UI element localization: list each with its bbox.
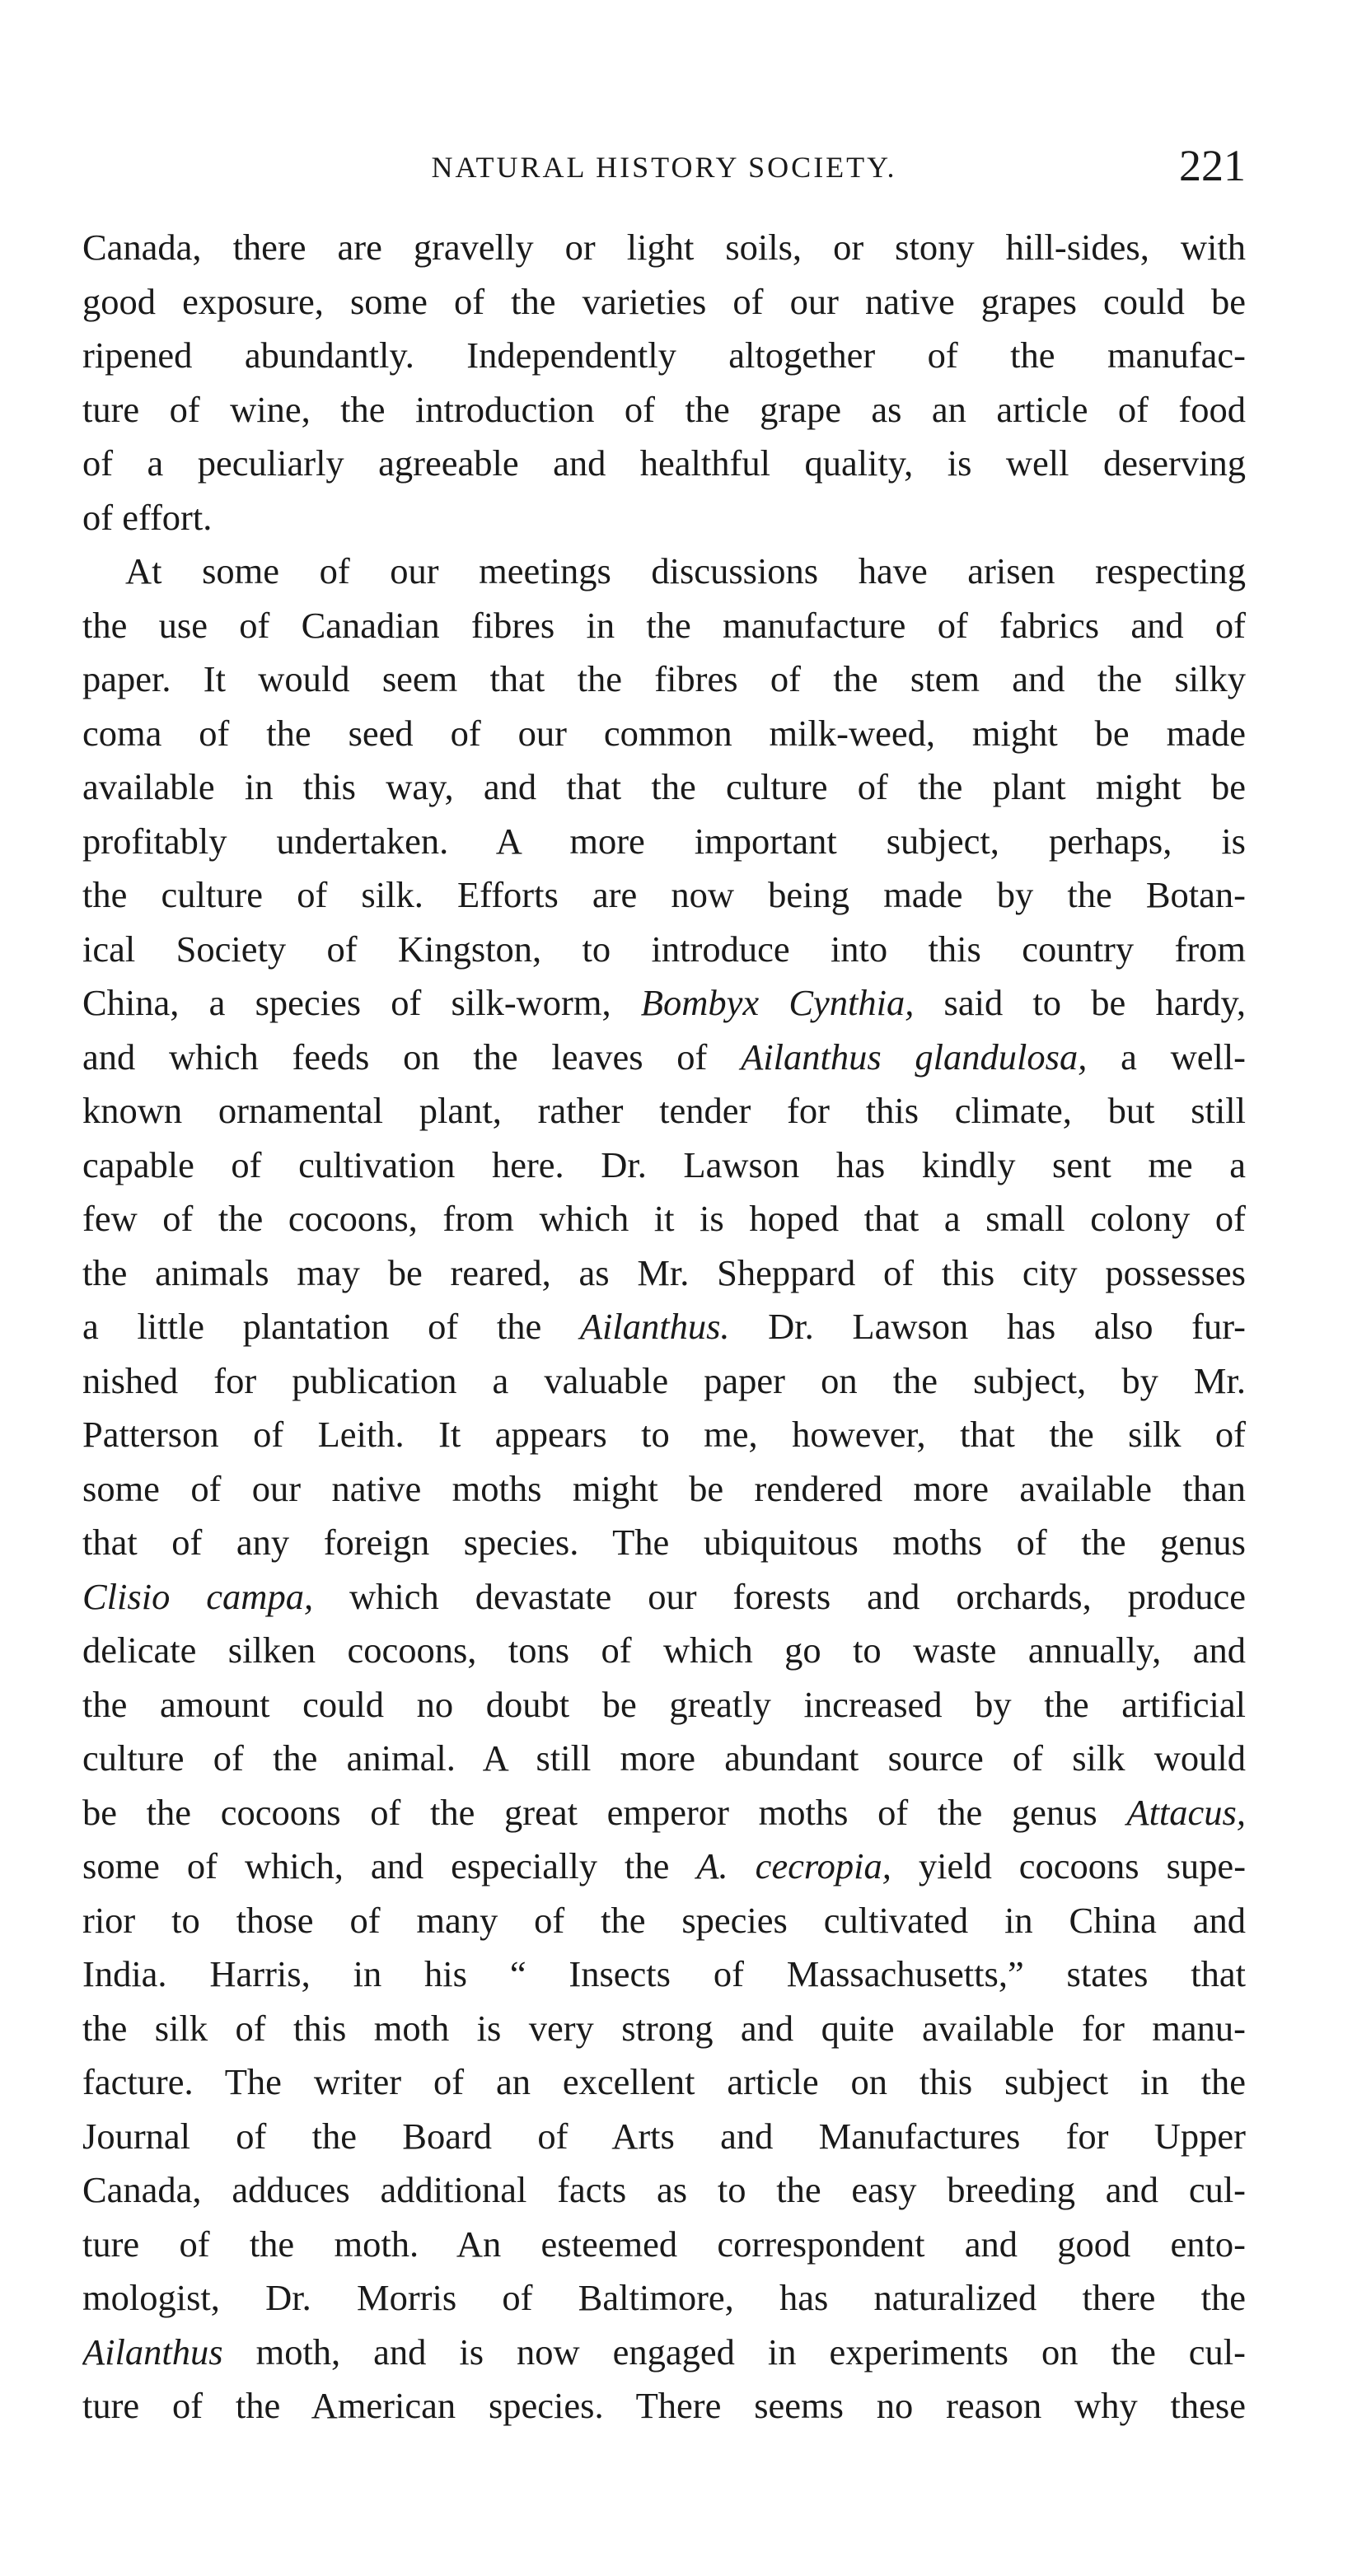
text-line	[82, 1570, 1246, 1625]
italic-species-name: Ailanthus	[82, 2331, 223, 2373]
text-run: a little plantation of the	[82, 1306, 580, 1347]
italic-species-name: Clisio campa,	[82, 1575, 314, 1617]
italic-species-name: Ailanthus.	[579, 1306, 730, 1347]
paragraph-2	[82, 545, 1246, 2433]
text-line: of effort.	[82, 496, 213, 538]
text-line: facture. The writer of an excellent article on this subject in the	[82, 2061, 1246, 2102]
paragraph-1	[82, 221, 1246, 545]
text-line: nished for publication a valuable paper on the subject, by Mr.	[82, 1359, 1246, 1401]
text-line: few of the cocoons, from which it is hoped that a small colony of	[82, 1198, 1246, 1239]
text-run: China, a species of silk-worm,	[82, 982, 641, 1023]
italic-species-name: A. cecropia,	[696, 1845, 891, 1886]
text-line: paper. It would seem that the fibres of the stem and the silky	[82, 658, 1246, 699]
text-line	[82, 1031, 1246, 1085]
text-line: Canada, there are gravelly or light soils, or stony hill-sides, with	[82, 227, 1246, 268]
text-line: Journal of the Board of Arts and Manufactures for Upper	[82, 2115, 1246, 2157]
body-text	[82, 221, 1246, 2433]
text-line: available in this way, and that the culture of the plant might be	[82, 766, 1246, 807]
text-line: profitably undertaken. A more important subject, perhaps, is	[82, 820, 1246, 862]
text-line: rior to those of many of the species cultivated in China and	[82, 1899, 1246, 1941]
text-run: yield cocoons supe-	[891, 1845, 1246, 1886]
text-line: good exposure, some of the varieties of our native grapes could be	[82, 280, 1246, 322]
text-line	[82, 1300, 1246, 1354]
text-line: mologist, Dr. Morris of Baltimore, has naturalized there the	[82, 2277, 1246, 2318]
text-line: that of any foreign species. The ubiquitous moths of the genus	[82, 1522, 1246, 1563]
text-line: Patterson of Leith. It appears to me, however, that the silk of	[82, 1414, 1246, 1455]
text-line: ture of wine, the introduction of the grape as an article of food	[82, 388, 1246, 430]
text-line: of a peculiarly agreeable and healthful quality, is well deserving	[82, 442, 1246, 484]
text-run: said to be hardy,	[914, 982, 1246, 1023]
text-run: Dr. Lawson has also fur-	[729, 1306, 1246, 1347]
text-line: Canada, adduces additional facts as to the easy breeding and cul-	[82, 2169, 1246, 2210]
text-line: ture of the American species. There seems no reason why these	[82, 2385, 1246, 2426]
text-line: capable of cultivation here. Dr. Lawson has kindly sent me a	[82, 1143, 1246, 1185]
text-run: be the cocoons of the great emperor moths of the genus	[82, 1791, 1127, 1833]
italic-species-name: Ailanthus glandulosa,	[741, 1036, 1088, 1078]
text-line: the use of Canadian fibres in the manufacture of fabrics and of	[82, 604, 1246, 646]
text-line	[82, 1786, 1246, 1840]
text-line: ical Society of Kingston, to introduce into this country from	[82, 928, 1246, 970]
text-line: the silk of this moth is very strong and quite available for manu-	[82, 2007, 1246, 2049]
text-line: ture of the moth. An esteemed correspondent and good ento-	[82, 2223, 1246, 2265]
text-line: some of our native moths might be rendered more available than	[82, 1467, 1246, 1509]
text-run: and which feeds on the leaves of	[82, 1036, 742, 1078]
text-line: ripened abundantly. Independently altogether of the manufac-	[82, 334, 1246, 376]
text-line: the amount could no doubt be greatly increased by the artificial	[82, 1683, 1246, 1725]
running-head	[82, 140, 1246, 198]
text-run: some of which, and especially the	[82, 1845, 697, 1886]
italic-species-name: Bombyx Cynthia,	[640, 982, 915, 1023]
text-line: At some of our meetings discussions have arisen respecting	[125, 550, 1246, 591]
text-line: the culture of silk. Efforts are now being made by the Botan-	[82, 874, 1246, 915]
text-line: culture of the animal. A still more abundant source of silk would	[82, 1737, 1246, 1779]
text-run: which devastate our forests and orchards, produce	[313, 1575, 1246, 1617]
page-number: 221	[1179, 141, 1246, 190]
text-run: moth, and is now engaged in experiments on the cul-	[222, 2331, 1246, 2373]
text-line: the animals may be reared, as Mr. Sheppard of this city possesses	[82, 1251, 1246, 1293]
text-line	[82, 976, 1246, 1031]
running-title: NATURAL HISTORY SOCIETY.	[431, 151, 897, 184]
text-line	[82, 2326, 1246, 2380]
text-line	[82, 1840, 1246, 1894]
text-line: coma of the seed of our common milk-weed, might be made	[82, 712, 1246, 754]
italic-species-name: Attacus,	[1126, 1791, 1246, 1833]
text-run: a well-	[1087, 1036, 1246, 1078]
text-line: delicate silken cocoons, tons of which go to waste annually, and	[82, 1629, 1246, 1671]
text-line: known ornamental plant, rather tender for this climate, but still	[82, 1090, 1246, 1131]
text-line: India. Harris, in his “ Insects of Massachusetts,” states that	[82, 1953, 1246, 1994]
